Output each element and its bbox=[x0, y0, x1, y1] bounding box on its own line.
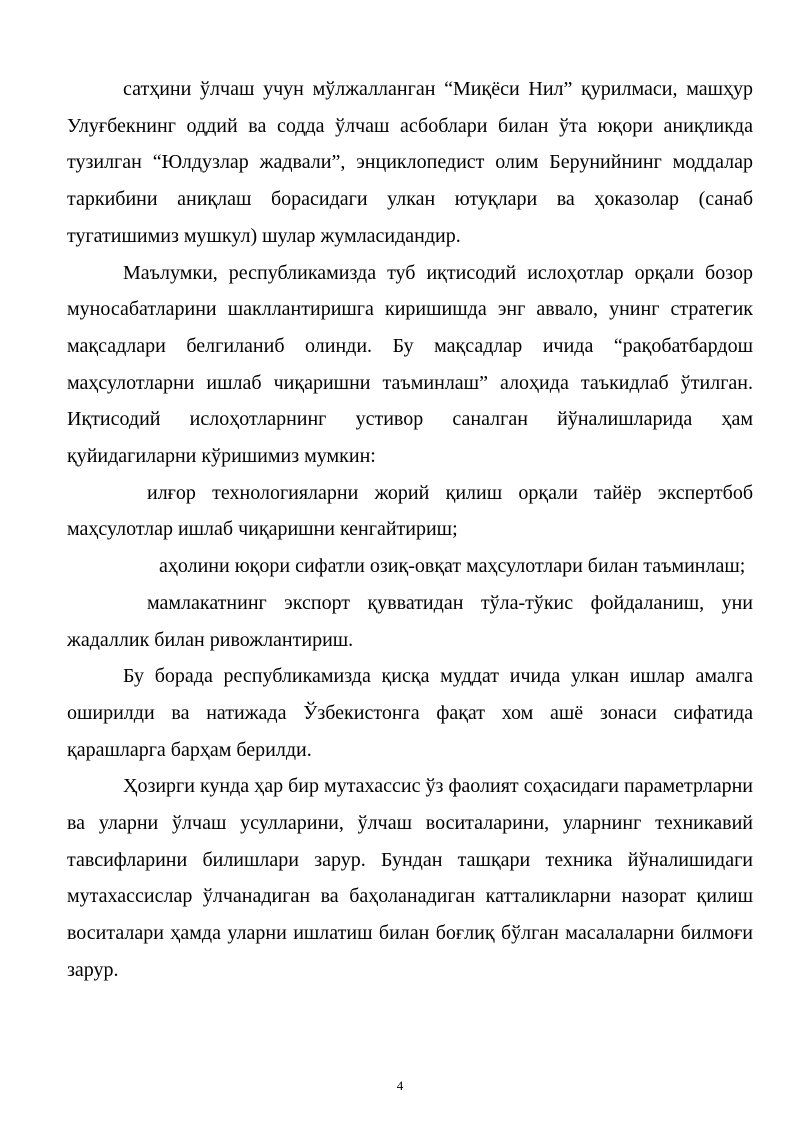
paragraph-item-3: мамлакатнинг экспорт қувватидан тўла-тўкис фойдаланиш, уни жадаллик билан ривожлантириш. bbox=[67, 591, 753, 651]
page-number: 4 bbox=[396, 1078, 404, 1093]
paragraph-reforms: Маълумки, республикамизда туб иқтисодий ислоҳотлар орқали бозор муносабатларини шакллантиришга киришишда энг аввало, унинг стратегик мақсадлари белгиланиб олинди. Бу мақсадлар ичида “рақобатбардош маҳсулотларни ишлаб чиқаришни таъминлаш” алоҳида таъкидлаб ўтилган. Иқтисодий ислоҳотларнинг устивор саналган йўналишларида ҳам қуйидагиларни кўришимиз мумкин: bbox=[67, 261, 753, 468]
paragraph-item-1: илғор технологияларни жорий қилиш орқали тайёр экспертбоб маҳсулотлар ишлаб чиқаришни кенгайтириш; bbox=[67, 481, 753, 541]
paragraph-specialists: Ҳозирги кунда ҳар бир мутахассис ўз фаолият соҳасидаги параметрларни ва уларни ўлчаш усулларини, ўлчаш воситаларини, уларнинг техникавий тавсифларини билишлари зарур. Бундан ташқари техника йўналишидаги мутахассислар ўлчанадиган ва баҳоланадиган катталикларни назорат қилиш воситалари ҳамда уларни ишлатиш билан боғлиқ бўлган масалаларни билмоғи зарур. bbox=[67, 775, 753, 981]
paragraph-continuation: сатҳини ўлчаш учун мўлжалланган “Миқёси Нил” қурилмаси, машҳур Улуғбекнинг оддий ва содда ўлчаш асбоблари билан ўта юқори аниқликда тузилган “Юлдузлар жадвали”, энциклопедист олим Берунийнинг моддалар таркибини аниқлаш борасидаги улкан ютуқлари ва ҳоказолар (санаб тугатишимиз мушкул) шулар жумласидандир. bbox=[67, 78, 753, 247]
paragraph-item-2: аҳолини юқори сифатли озиқ-овқат маҳсулотлари билан таъминлаш; bbox=[159, 555, 746, 578]
paragraph-result: Бу борада республикамизда қисқа муддат ичида улкан ишлар амалга оширилди ва натижада Ўзбекистонга фақат хом ашё зонаси сифатида қарашларга барҳам берилди. bbox=[67, 665, 753, 761]
document-body bbox=[67, 71, 753, 989]
